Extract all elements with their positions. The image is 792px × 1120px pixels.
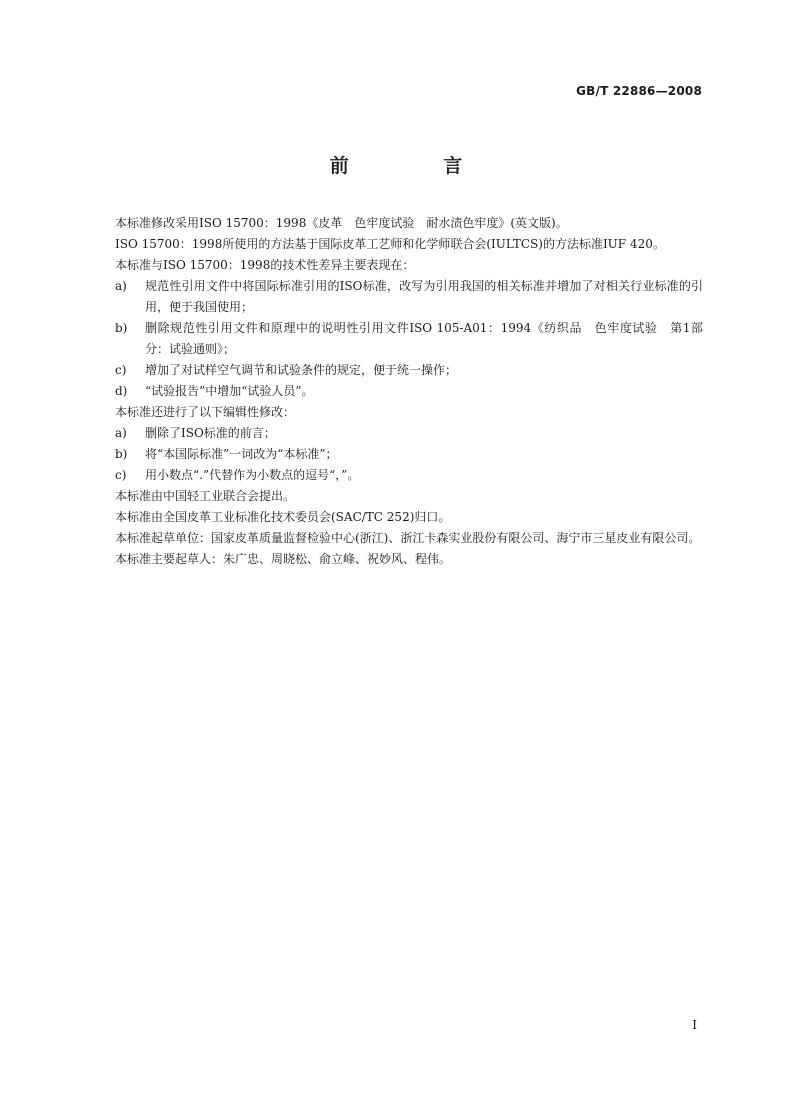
list-marker: d) [115, 384, 128, 398]
list-item-text: 删除了ISO标准的前言； [145, 426, 276, 440]
paragraph: 本标准起草单位：国家皮革质量监督检验中心(浙江)、浙江卡森实业股份有限公司、海宁市三星皮业有限公司。 [115, 531, 701, 545]
paragraph: 本标准由中国轻工业联合会提出。 [115, 489, 296, 503]
paragraph: 本标准还进行了以下编辑性修改： [115, 405, 296, 419]
document-body [89, 213, 703, 570]
list-marker: c) [115, 468, 127, 482]
list-marker: a) [115, 426, 127, 440]
paragraph: 本标准由全国皮革工业标准化技术委员会(SAC/TC 252)归口。 [115, 510, 451, 524]
list-marker: b) [115, 321, 128, 335]
paragraph: 本标准主要起草人：朱广忠、周晓松、俞立峰、祝妙风、程伟。 [115, 552, 452, 566]
list-item-text: “试验报告”中增加“试验人员”。 [145, 384, 314, 398]
editorial-changes-list [89, 423, 703, 486]
list-item [89, 423, 703, 444]
paragraph: 本标准与ISO 15700：1998的技术性差异主要表现在： [115, 258, 415, 272]
list-item [89, 276, 703, 318]
paragraph: ISO 15700：1998所使用的方法基于国际皮革工艺师和化学师联合会(IULTCS)的方法标准IUF 420。 [115, 237, 665, 251]
standard-number: GB/T 22886—2008 [576, 84, 702, 98]
list-item [89, 465, 703, 486]
list-item [89, 381, 703, 402]
list-item-text: 将“本国际标准”一词改为“本标准”； [145, 447, 338, 461]
list-item-text: 增加了对试样空气调节和试验条件的规定，便于统一操作； [145, 363, 458, 377]
list-item [89, 444, 703, 465]
list-item [89, 318, 703, 360]
list-item-text: 用小数点“.”代替作为小数点的逗号“，”。 [145, 468, 360, 482]
page-title: 前 言 [329, 155, 507, 177]
paragraph: 本标准修改采用ISO 15700：1998《皮革 色牢度试验 耐水渍色牢度》(英文版)。 [115, 216, 568, 230]
list-item-text: 规范性引用文件中将国际标准引用的ISO标准，改写为引用我国的相关标准并增加了对相关行业标准的引用，便于我国使用； [145, 279, 703, 314]
page-number: I [692, 1018, 697, 1032]
list-marker: b) [115, 447, 128, 461]
list-marker: a) [115, 279, 127, 293]
list-marker: c) [115, 363, 127, 377]
list-item [89, 360, 703, 381]
list-item-text: 删除规范性引用文件和原理中的说明性引用文件ISO 105-A01：1994《纺织品 色牢度试验 第1部分：试验通则》； [145, 321, 703, 356]
technical-differences-list [89, 276, 703, 402]
